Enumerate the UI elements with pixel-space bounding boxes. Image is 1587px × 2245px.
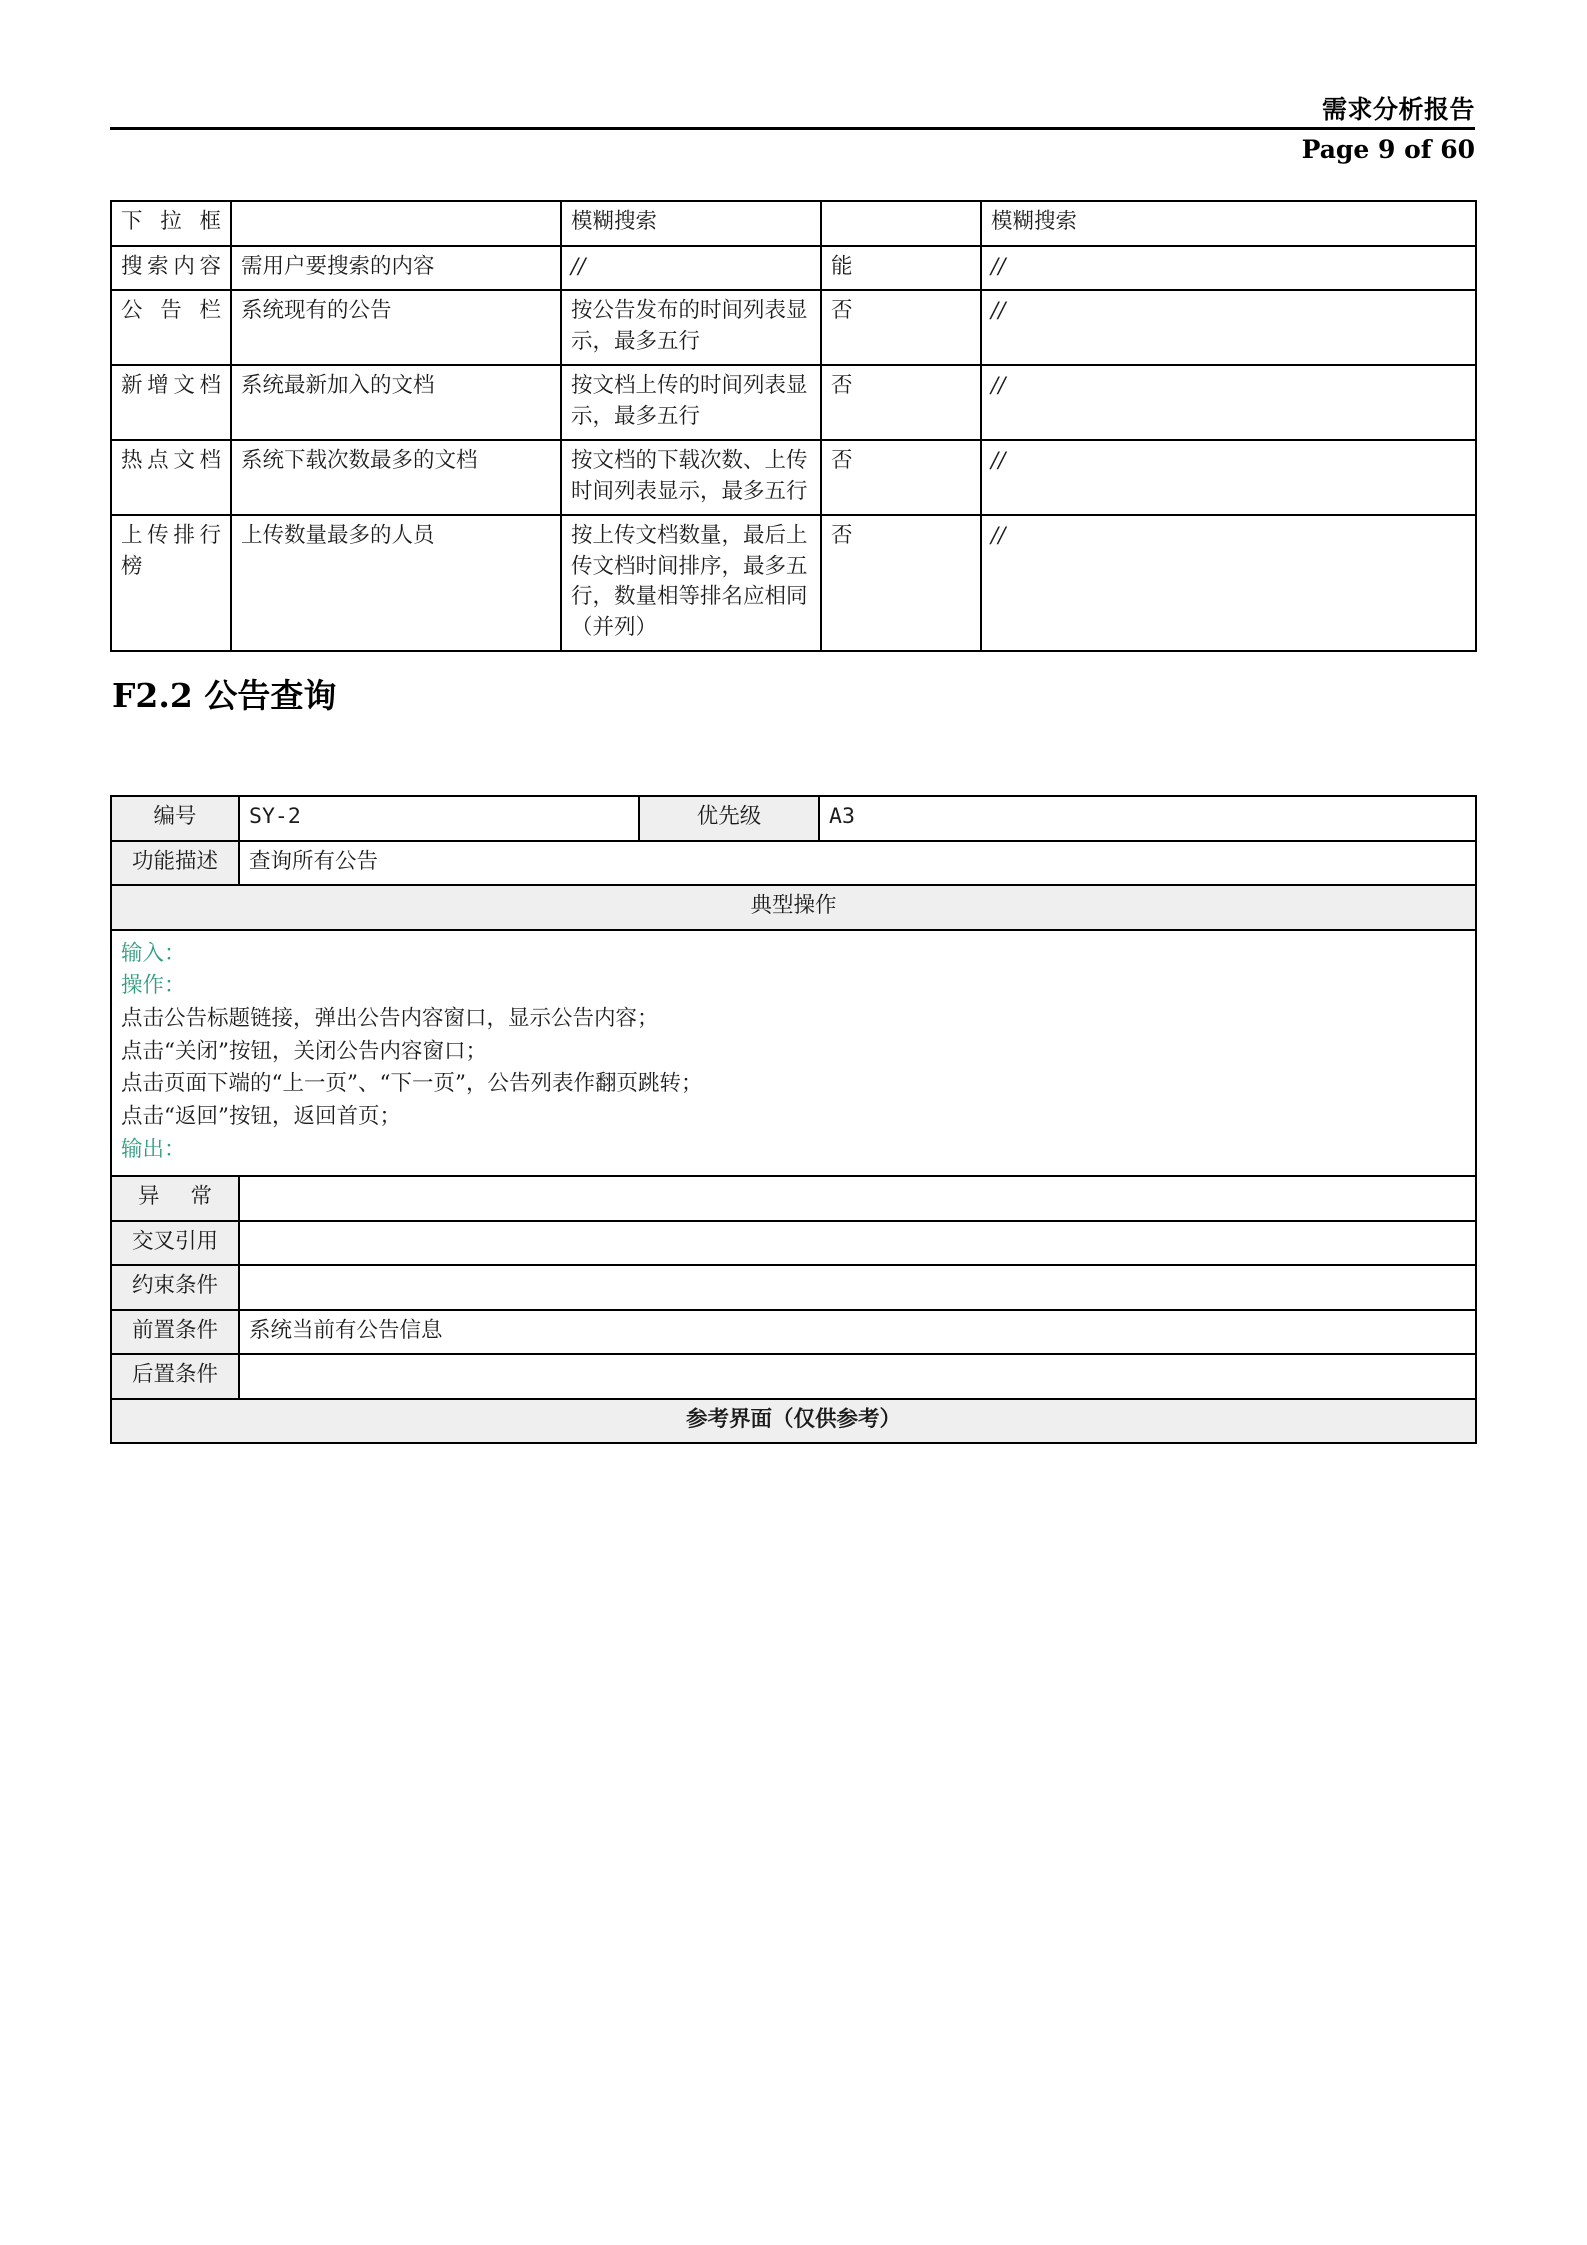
element-remark-cell: // xyxy=(981,440,1476,515)
element-name-cell: 公告栏 xyxy=(111,290,231,365)
element-description-cell: 系统最新加入的文档 xyxy=(231,365,561,440)
table-row-reference-ui xyxy=(111,1399,1476,1444)
header-title: 需求分析报告 xyxy=(1321,95,1475,124)
operations-cell xyxy=(111,930,1476,1177)
exception-label: 异常 xyxy=(111,1176,239,1221)
postcondition-value xyxy=(239,1354,1476,1399)
table-row-cross-ref xyxy=(111,1221,1476,1266)
reference-ui-label: 参考界面（仅供参考） xyxy=(111,1399,1476,1444)
element-required-cell xyxy=(821,201,981,246)
table-row-typical-operation-band xyxy=(111,885,1476,930)
operation-line: 点击“关闭”按钮，关闭公告内容窗口； xyxy=(121,1038,487,1064)
use-case-table-container xyxy=(110,795,1477,1444)
element-description-cell: 需用户要搜索的内容 xyxy=(231,246,561,291)
element-remark-cell: // xyxy=(981,365,1476,440)
table-row xyxy=(111,290,1476,365)
element-remark-cell: // xyxy=(981,246,1476,291)
table-row xyxy=(111,246,1476,291)
table-row-operations xyxy=(111,930,1476,1177)
priority-value: A3 xyxy=(819,796,1476,841)
cross-ref-value xyxy=(239,1221,1476,1266)
table-row-id xyxy=(111,796,1476,841)
element-rule-cell: 模糊搜索 xyxy=(561,201,821,246)
constraint-value xyxy=(239,1265,1476,1310)
element-name-cell: 搜索内容 xyxy=(111,246,231,291)
section-number: F2.2 xyxy=(112,676,193,715)
function-desc-value: 查询所有公告 xyxy=(239,841,1476,886)
operation-line: 点击“返回”按钮，返回首页； xyxy=(121,1103,401,1129)
input-label: 输入： xyxy=(121,940,186,966)
element-description-cell: 系统下载次数最多的文档 xyxy=(231,440,561,515)
element-name-cell: 上传排行榜 xyxy=(111,515,231,651)
table-row-postcondition xyxy=(111,1354,1476,1399)
ui-elements-table xyxy=(110,200,1477,652)
exception-value xyxy=(239,1176,1476,1221)
postcondition-label: 后置条件 xyxy=(111,1354,239,1399)
element-required-cell: 否 xyxy=(821,365,981,440)
element-rule-cell: // xyxy=(561,246,821,291)
ui-elements-table-container xyxy=(110,200,1477,652)
element-description-cell xyxy=(231,201,561,246)
function-desc-label: 功能描述 xyxy=(111,841,239,886)
section-title: 公告查询 xyxy=(204,676,337,715)
precondition-value: 系统当前有公告信息 xyxy=(239,1310,1476,1355)
constraint-label: 约束条件 xyxy=(111,1265,239,1310)
operation-line: 点击页面下端的“上一页”、“下一页”，公告列表作翻页跳转； xyxy=(121,1071,703,1097)
element-description-cell: 系统现有的公告 xyxy=(231,290,561,365)
section-heading xyxy=(112,676,336,716)
output-label: 输出： xyxy=(121,1136,186,1162)
table-row xyxy=(111,515,1476,651)
element-rule-cell: 按文档的下载次数、上传时间列表显示，最多五行 xyxy=(561,440,821,515)
table-row xyxy=(111,201,1476,246)
element-description-cell: 上传数量最多的人员 xyxy=(231,515,561,651)
page-number-label: Page 9 of 60 xyxy=(1301,134,1475,164)
element-name-cell: 新增文档 xyxy=(111,365,231,440)
use-case-table xyxy=(110,795,1477,1444)
element-remark-cell: // xyxy=(981,515,1476,651)
element-rule-cell: 按公告发布的时间列表显示，最多五行 xyxy=(561,290,821,365)
element-remark-cell: // xyxy=(981,290,1476,365)
element-required-cell: 否 xyxy=(821,515,981,651)
typical-operation-label: 典型操作 xyxy=(111,885,1476,930)
element-required-cell: 能 xyxy=(821,246,981,291)
priority-label: 优先级 xyxy=(639,796,819,841)
table-row xyxy=(111,440,1476,515)
id-label: 编号 xyxy=(111,796,239,841)
element-remark-cell: 模糊搜索 xyxy=(981,201,1476,246)
element-required-cell: 否 xyxy=(821,290,981,365)
action-label: 操作： xyxy=(121,973,186,999)
page-header xyxy=(110,96,1475,165)
element-name-cell: 热点文档 xyxy=(111,440,231,515)
precondition-label: 前置条件 xyxy=(111,1310,239,1355)
table-row-constraint xyxy=(111,1265,1476,1310)
element-rule-cell: 按上传文档数量，最后上传文档时间排序，最多五行，数量相等排名应相同（并列） xyxy=(561,515,821,651)
cross-ref-label: 交叉引用 xyxy=(111,1221,239,1266)
element-rule-cell: 按文档上传的时间列表显示，最多五行 xyxy=(561,365,821,440)
table-row-precondition xyxy=(111,1310,1476,1355)
table-row xyxy=(111,365,1476,440)
element-name-cell: 下拉框 xyxy=(111,201,231,246)
operation-line: 点击公告标题链接，弹出公告内容窗口，显示公告内容； xyxy=(121,1005,659,1031)
table-row-function-desc xyxy=(111,841,1476,886)
id-value: SY-2 xyxy=(239,796,639,841)
element-required-cell: 否 xyxy=(821,440,981,515)
table-row-exception xyxy=(111,1176,1476,1221)
